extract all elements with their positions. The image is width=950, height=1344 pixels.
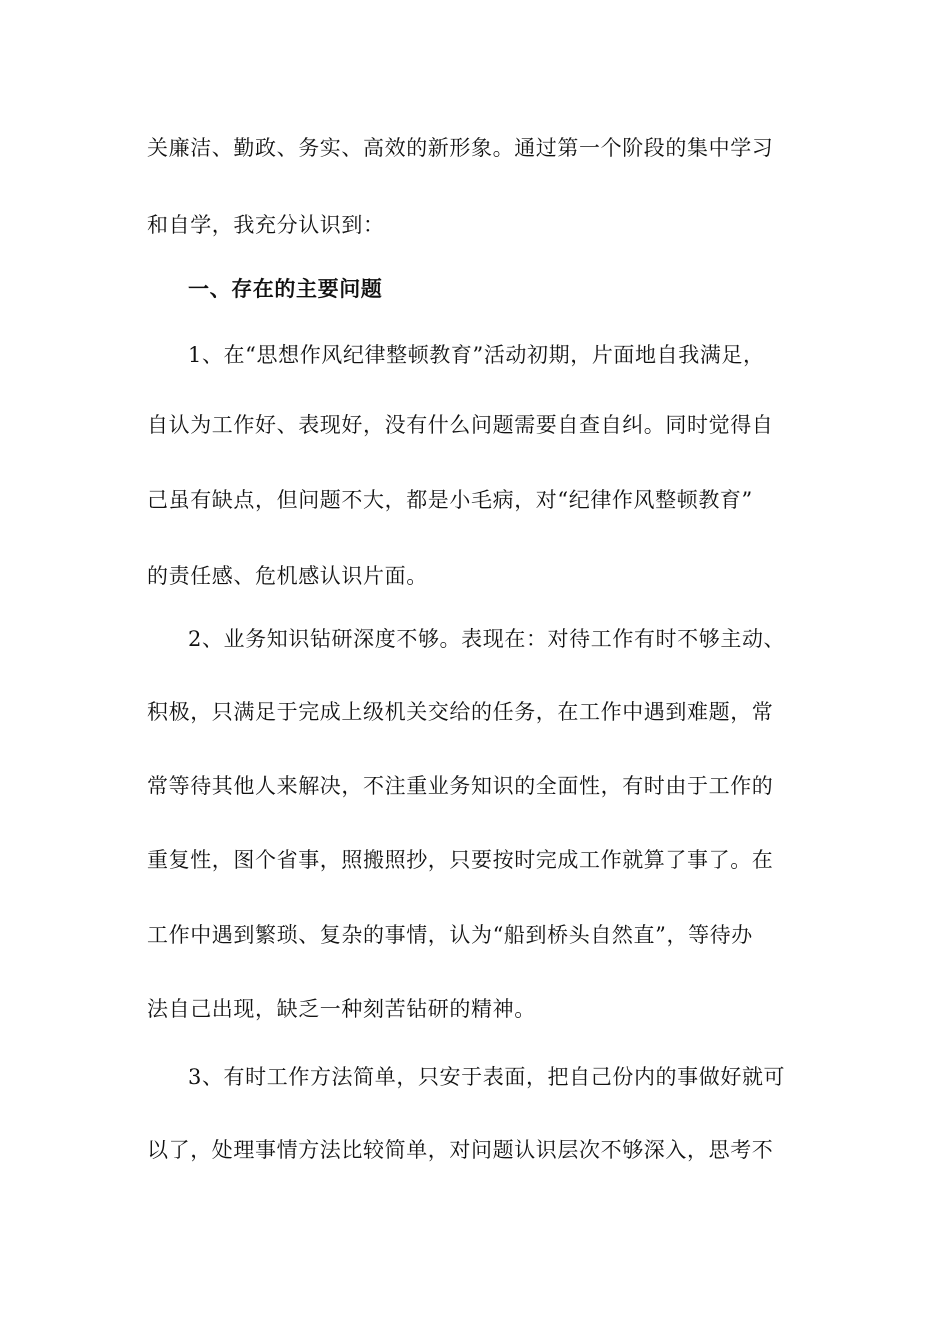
paragraph-line: 重复性，图个省事，照搬照抄，只要按时完成工作就算了事了。在 <box>147 848 774 872</box>
paragraph-line: 常等待其他人来解决，不注重业务知识的全面性，有时由于工作的 <box>147 774 774 798</box>
paragraph-line: 法自己出现，缺乏一种刻苦钻研的精神。 <box>147 997 536 1021</box>
paragraph-line: 积极，只满足于完成上级机关交给的任务，在工作中遇到难题，常 <box>147 700 774 724</box>
paragraph-line: 3、有时工作方法简单，只安于表面，把自己份内的事做好就可 <box>188 1065 786 1089</box>
paragraph-line: 和自学，我充分认识到： <box>147 213 385 237</box>
paragraph-line: 的责任感、危机感认识片面。 <box>147 564 428 588</box>
paragraph-line: 1、在“思想作风纪律整顿教育”活动初期，片面地自我满足， <box>188 343 765 367</box>
paragraph-line: 自认为工作好、表现好，没有什么问题需要自查自纠。同时觉得自 <box>147 413 774 437</box>
paragraph-line: 关廉洁、勤政、务实、高效的新形象。通过第一个阶段的集中学习 <box>147 136 774 160</box>
section-heading: 一、存在的主要问题 <box>188 276 383 301</box>
paragraph-line: 工作中遇到繁琐、复杂的事情，认为“船到桥头自然直”，等待办 <box>147 923 753 947</box>
paragraph-line: 己虽有缺点，但问题不大，都是小毛病，对“纪律作风整顿教育” <box>147 488 753 512</box>
paragraph-line: 2、业务知识钻研深度不够。表现在：对待工作有时不够主动、 <box>188 627 786 651</box>
paragraph-line: 以了，处理事情方法比较简单，对问题认识层次不够深入，思考不 <box>147 1138 774 1162</box>
